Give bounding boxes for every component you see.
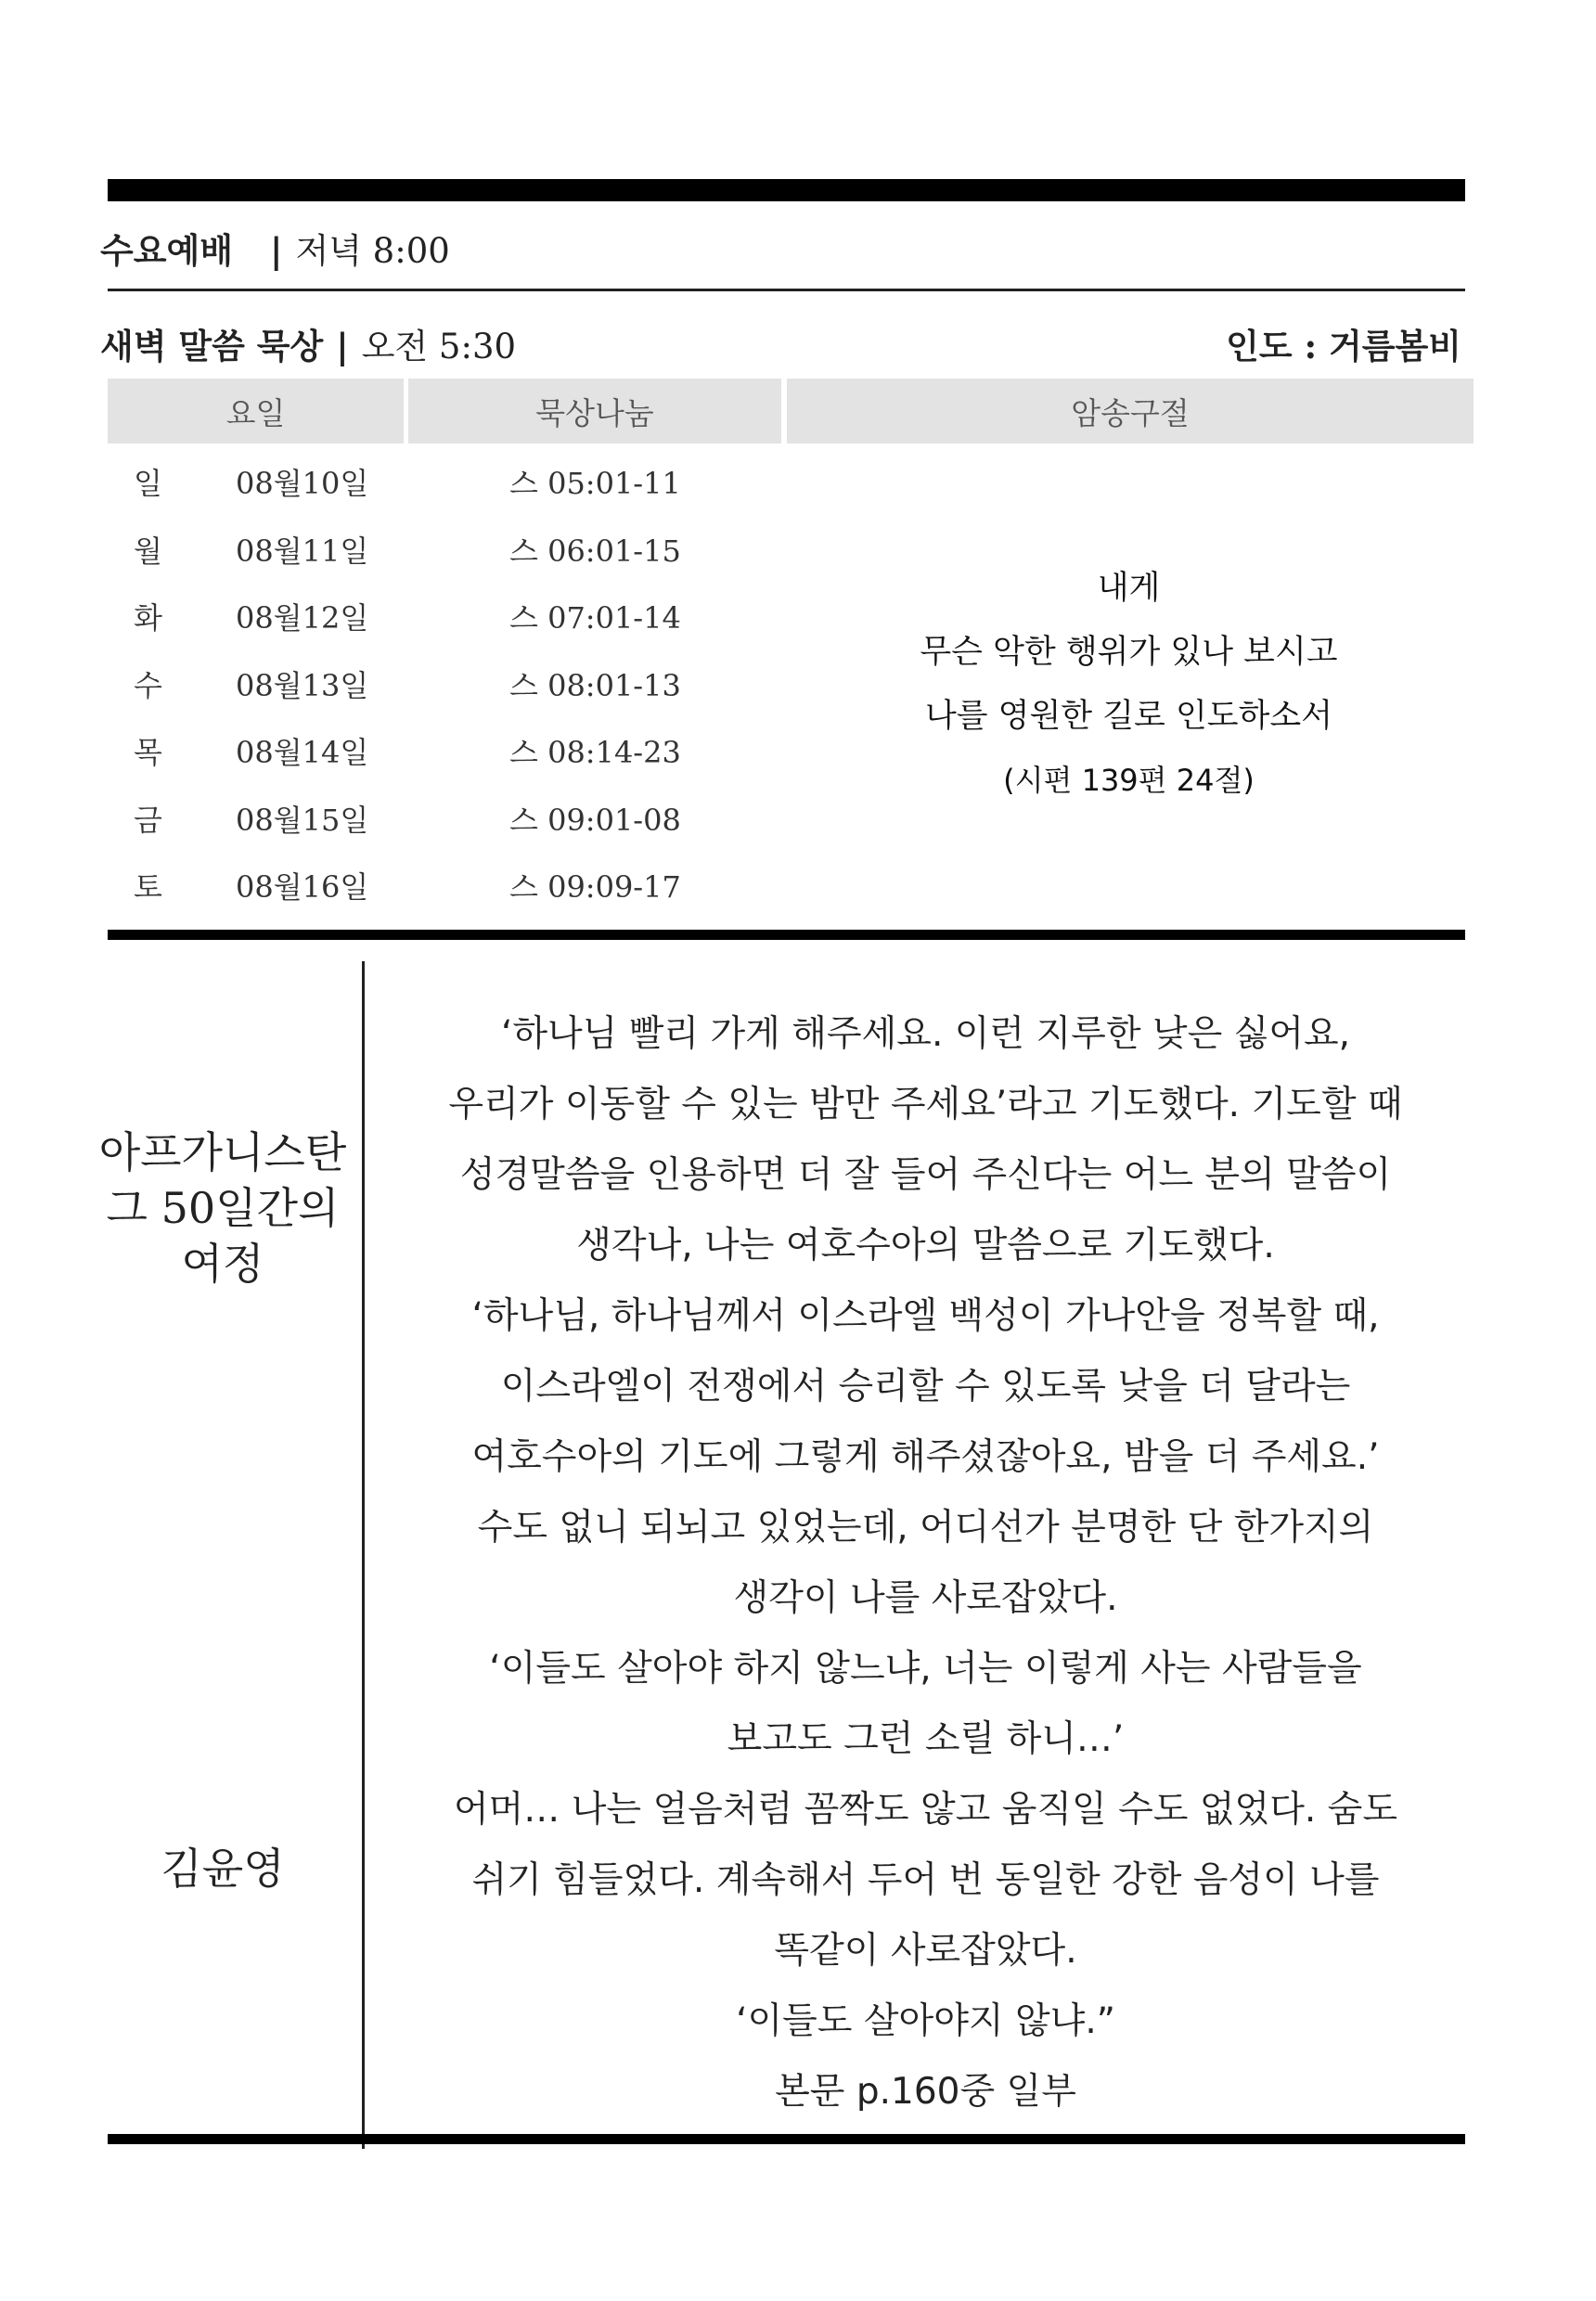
body-line: 우리가 이동할 수 있는 밤만 주세요’라고 기도했다. 기도할 때 [448,1084,1403,1125]
body-line: 보고도 그런 소릴 하니…’ [727,1718,1125,1760]
row-reference: 스 07:01-14 [509,600,681,636]
row-date: 08월16일 [236,869,369,905]
wednesday-title: 수요예배 [100,230,233,271]
row-date: 08월13일 [236,667,369,703]
row-date: 08월11일 [236,533,369,569]
row-reference: 스 09:09-17 [509,869,681,905]
row-date: 08월15일 [236,802,369,838]
body-line: 이스라엘이 전쟁에서 승리할 수 있도록 낮을 더 달라는 [500,1366,1351,1408]
body-line: ‘하나님 빨리 가게 해주세요. 이런 지루한 낮은 싫어요, [500,1013,1351,1055]
separator: | [269,230,283,271]
row-day: 목 [134,735,162,770]
row-date: 08월14일 [236,735,369,770]
row-day: 화 [134,600,162,636]
header-meditation: 묵상나눔 [408,379,781,443]
body-line: ‘하나님, 하나님께서 이스라엘 백성이 가나안을 정복할 때, [471,1295,1380,1337]
article-title [84,1125,362,1292]
article-author: 김윤영 [161,1844,285,1894]
middle-thick-rule [108,930,1465,940]
body-line: 쉬기 힘들었다. 계속해서 두어 번 동일한 강한 음성이 나를 [471,1859,1380,1901]
dawn-leader: 인도 : 거름봄비 [1226,326,1461,366]
body-line: 똑같이 사로잡았다. [774,1930,1077,1972]
body-line: 여호수아의 기도에 그렇게 해주셨잖아요, 밤을 더 주세요.’ [471,1436,1380,1478]
header-memory-verse: 암송구절 [787,379,1474,443]
table-row [108,646,776,713]
separator: | [336,326,349,366]
column-divider [362,961,365,2149]
row-day: 금 [134,802,162,838]
row-reference: 스 05:01-11 [509,466,681,501]
memory-verse [784,557,1474,813]
title-line: 여정 [181,1239,264,1289]
table-row [108,847,776,915]
title-line: 아프가니스탄 [98,1127,347,1177]
row-day: 일 [134,466,162,501]
schedule-table [108,443,776,915]
row-day: 수 [134,667,162,703]
row-day: 토 [134,869,162,905]
verse-line: 무슨 악한 행위가 있나 보시고 [920,634,1338,671]
table-row [108,511,776,579]
body-line: ‘이들도 살아야 하지 않느냐, 너는 이렇게 사는 사람들을 [489,1648,1362,1690]
divider-rule [108,289,1465,291]
body-line: 수도 없니 되뇌고 있었는데, 어디선가 분명한 단 한가지의 [477,1507,1374,1549]
row-date: 08월12일 [236,600,369,636]
verse-citation: (시편 139편 24절) [1003,763,1255,798]
row-reference: 스 06:01-15 [509,533,681,569]
dawn-time: 오전 5:30 [361,327,517,366]
row-date: 08월10일 [236,466,369,501]
body-line: 성경말씀을 인용하면 더 잘 들어 주신다는 어느 분의 말씀이 [459,1154,1392,1196]
verse-line: 내게 [1097,570,1161,607]
verse-line: 나를 영원한 길로 인도하소서 [924,698,1333,735]
body-line: ‘이들도 살아야지 않냐.” [736,2000,1115,2042]
table-row [108,713,776,780]
header-day: 요일 [108,379,404,443]
wednesday-service [100,223,450,273]
body-line: 어머… 나는 얼음처럼 꼼짝도 않고 움직일 수도 없었다. 숨도 [453,1789,1398,1831]
dawn-title: 새벽 말씀 묵상 [100,326,324,366]
article-body [390,999,1461,2127]
table-row [108,578,776,646]
row-day: 월 [134,533,162,569]
body-line: 생각이 나를 사로잡았다. [733,1577,1118,1619]
dawn-service [100,318,516,368]
wednesday-time: 저녁 8:00 [295,231,450,271]
body-line: 생각나, 나는 여호수아의 말씀으로 기도했다. [576,1225,1275,1266]
top-thick-rule [108,179,1465,201]
row-reference: 스 09:01-08 [509,802,681,838]
row-reference: 스 08:01-13 [509,667,681,703]
table-row [108,780,776,848]
table-row [108,443,776,511]
row-reference: 스 08:14-23 [509,735,681,770]
title-line: 그 50일간의 [106,1183,340,1233]
body-line: 본문 p.160중 일부 [775,2071,1076,2113]
bottom-thick-rule [108,2134,1465,2144]
